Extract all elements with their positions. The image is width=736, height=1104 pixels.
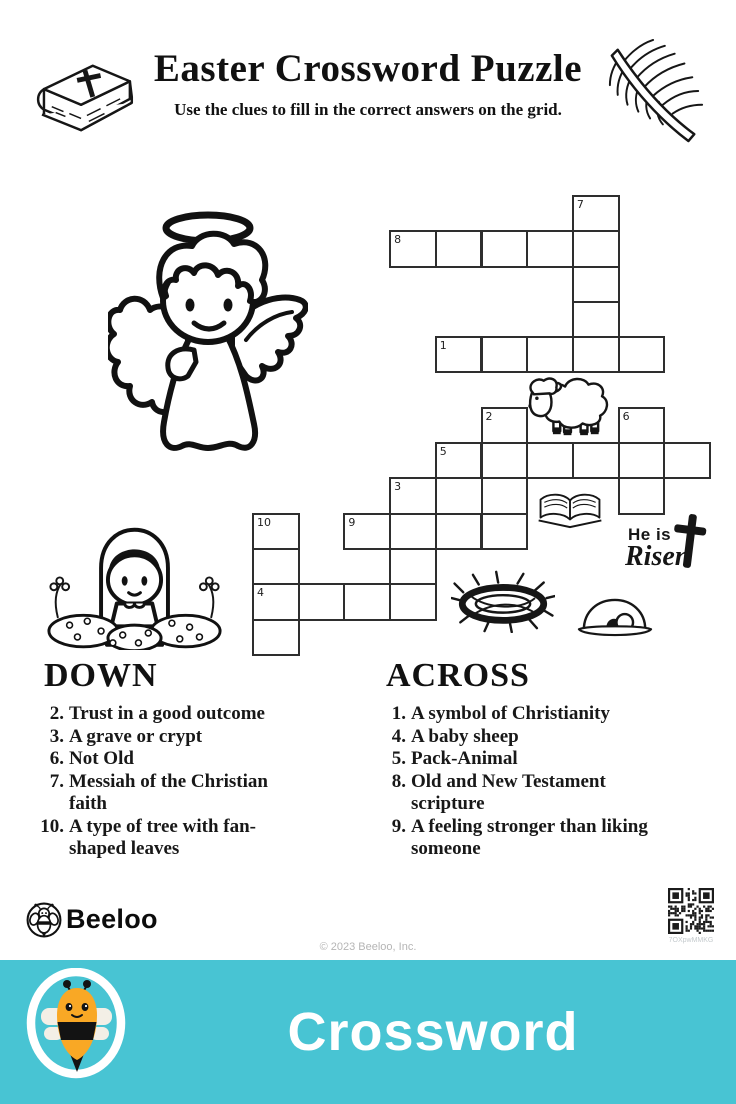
crossword-cell-8-2[interactable] <box>481 230 529 267</box>
cell-number: 6 <box>622 409 630 423</box>
crossword-cell-4-3[interactable] <box>389 583 437 620</box>
copyright-text: © 2023 Beeloo, Inc. <box>319 941 417 953</box>
crossword-cell-8-4[interactable] <box>572 230 620 267</box>
crossword-cell-4-2[interactable] <box>343 583 391 620</box>
clue-text: A grave or crypt <box>69 725 203 747</box>
cell-number: 3 <box>394 480 402 494</box>
crossword-cell-10-3[interactable] <box>252 619 300 656</box>
bee-logo-icon <box>25 901 63 939</box>
clue-down-6 <box>34 748 306 771</box>
clue-down-2 <box>34 703 306 726</box>
crossword-cell-9-0[interactable] <box>343 513 391 550</box>
clue-text: Pack-Animal <box>411 748 518 769</box>
crossword-cell-10-0[interactable] <box>252 513 300 550</box>
crossword-cell-10-1[interactable] <box>252 548 300 585</box>
qr-caption: 7OXpwMMKG <box>668 937 714 944</box>
crossword-cell-1-0[interactable] <box>435 336 483 373</box>
cell-number: 10 <box>257 515 271 529</box>
crossword-cell-1-1[interactable] <box>481 336 529 373</box>
he-is-risen-graphic <box>620 514 714 580</box>
clue-number: 4. <box>391 725 406 747</box>
crossword-cell-4-1[interactable] <box>298 583 346 620</box>
crossword-cell-1-4[interactable] <box>618 336 666 373</box>
clue-text: A type of tree with fan-shaped leaves <box>69 815 256 859</box>
qr-code <box>668 888 714 934</box>
crossword-cell-9-1[interactable] <box>389 513 437 550</box>
clue-across-8 <box>376 771 648 816</box>
crossword-cell-7-2[interactable] <box>572 266 620 303</box>
crossword-cell-5-5[interactable] <box>663 442 711 479</box>
crossword-cell-3-0[interactable] <box>389 477 437 514</box>
crossword-cell-5-3[interactable] <box>572 442 620 479</box>
crossword-cell-5-4[interactable] <box>618 442 666 479</box>
crossword-cell-2-0[interactable] <box>481 407 529 444</box>
angel-illustration <box>108 206 308 461</box>
crossword-cell-4-0[interactable] <box>252 583 300 620</box>
clue-number: 9. <box>391 815 406 837</box>
across-clues <box>376 703 688 861</box>
clue-text: Not Old <box>69 748 134 769</box>
crossword-cell-8-3[interactable] <box>526 230 574 267</box>
cell-number: 8 <box>394 233 402 247</box>
clue-across-1 <box>376 703 648 726</box>
cell-number: 9 <box>348 515 356 529</box>
clue-text: Old and New Testament scripture <box>411 770 606 814</box>
crossword-cell-8-0[interactable] <box>389 230 437 267</box>
clue-number: 3. <box>49 725 64 747</box>
clue-across-9 <box>376 816 648 861</box>
clue-text: Messiah of the Christian faith <box>69 770 268 814</box>
down-clues-section <box>34 658 346 861</box>
crossword-cell-7-3[interactable] <box>572 301 620 338</box>
footer-banner <box>0 960 736 1104</box>
clue-number: 2. <box>49 703 64 724</box>
cell-number: 4 <box>257 586 264 600</box>
across-clues-section <box>376 658 688 861</box>
crossword-cell-2-2[interactable] <box>481 477 529 514</box>
crossword-cell-5-1[interactable] <box>481 442 529 479</box>
crossword-cell-3-2[interactable] <box>389 548 437 585</box>
clue-text: Trust in a good outcome <box>69 703 265 724</box>
crossword-cell-1-3[interactable] <box>572 336 620 373</box>
empty-tomb-illustration <box>577 595 653 640</box>
clue-number: 8. <box>391 770 406 792</box>
cell-number: 2 <box>485 409 493 423</box>
crossword-cell-6-0[interactable] <box>618 407 666 444</box>
risen-text-line1: He is <box>628 525 672 544</box>
down-heading: DOWN <box>44 657 158 694</box>
clue-text: A feeling stronger than liking someone <box>411 815 648 859</box>
clue-number: 10. <box>40 815 64 837</box>
crossword-cell-9-2[interactable] <box>435 513 483 550</box>
mary-flowers-illustration <box>44 497 226 650</box>
down-clues <box>34 703 346 861</box>
across-heading: ACROSS <box>386 657 530 694</box>
bee-mascot-icon <box>26 968 127 1080</box>
cell-number: 1 <box>439 339 447 353</box>
clue-number: 7. <box>49 770 64 792</box>
clue-down-10 <box>34 816 306 861</box>
risen-text-line2: Risen <box>625 541 691 572</box>
crossword-cell-9-3[interactable] <box>481 513 529 550</box>
cell-number: 5 <box>439 445 447 459</box>
clue-across-5 <box>376 748 648 771</box>
page-subtitle: Use the clues to fill in the correct answers on the grid. <box>174 100 562 119</box>
clue-number: 1. <box>391 703 406 724</box>
palm-branch-icon <box>604 36 708 144</box>
clue-text: A baby sheep <box>411 725 519 747</box>
cell-number: 7 <box>576 198 584 211</box>
clue-down-3 <box>34 726 306 749</box>
page-title: Easter Crossword Puzzle <box>153 47 583 90</box>
lamb-illustration <box>524 371 612 441</box>
crossword-cell-5-2[interactable] <box>526 442 574 479</box>
crossword-cell-1-2[interactable] <box>526 336 574 373</box>
clue-number: 5. <box>391 748 406 769</box>
clue-down-7 <box>34 771 306 816</box>
open-book-illustration <box>536 491 604 529</box>
crossword-cell-6-2[interactable] <box>618 477 666 514</box>
crown-of-thorns-illustration <box>451 569 555 633</box>
brand-wordmark: Beeloo <box>66 904 158 934</box>
banner-title: Crossword <box>287 1002 579 1062</box>
crossword-cell-5-0[interactable] <box>435 442 483 479</box>
clue-text: A symbol of Christianity <box>411 703 610 724</box>
clue-number: 6. <box>49 748 64 769</box>
clue-across-4 <box>376 726 648 749</box>
crossword-cell-7-0[interactable] <box>572 195 620 232</box>
crossword-cell-8-1[interactable] <box>435 230 483 267</box>
